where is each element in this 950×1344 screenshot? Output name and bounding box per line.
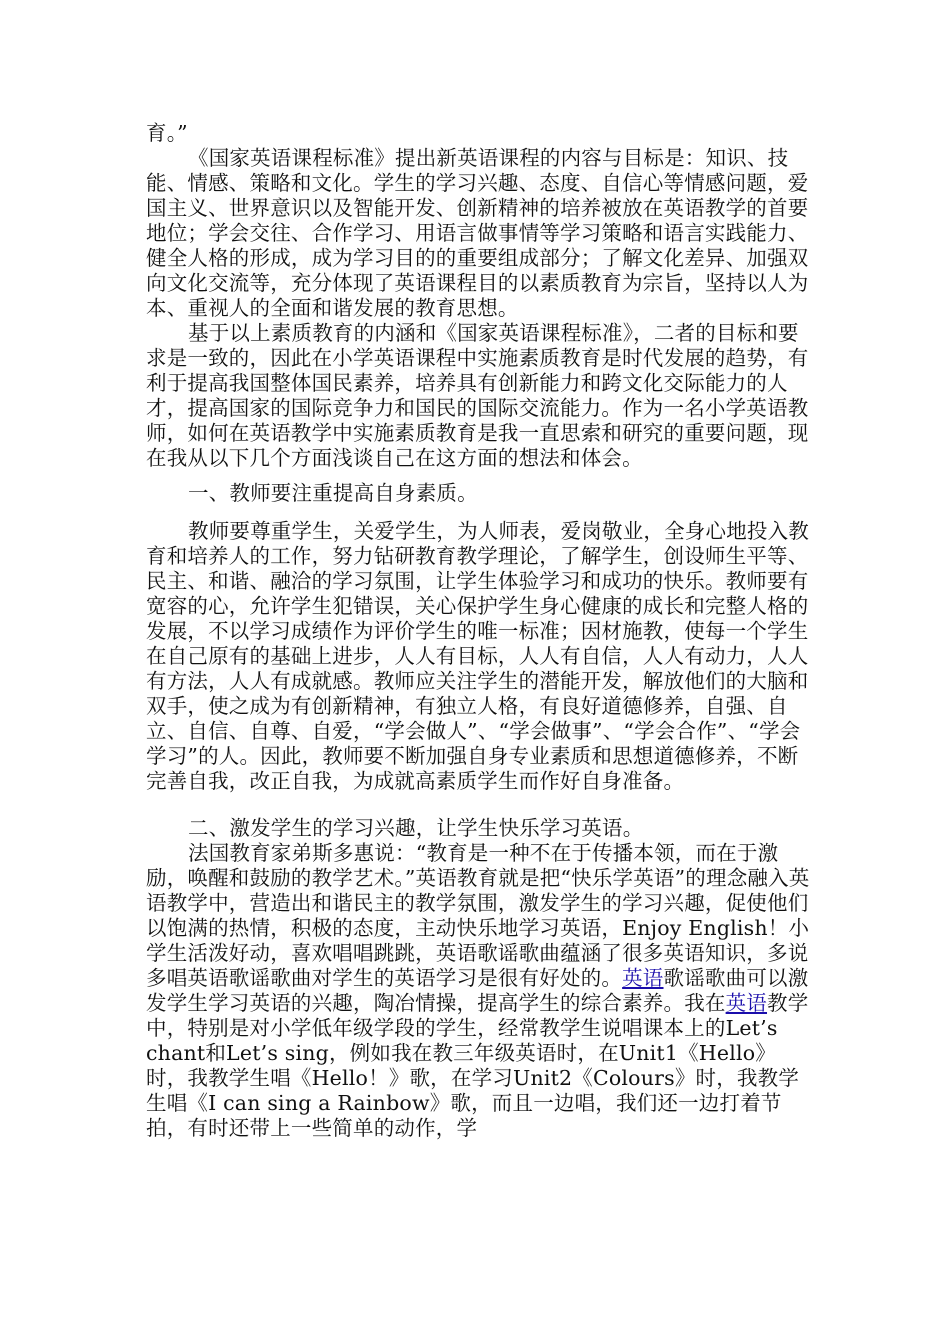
paragraph-text-part: 歌谣歌曲可以激发学生学习英语的兴趣，陶冶情操，提高学生的综合素养。我在 [146, 966, 809, 1015]
section-heading-2: 二、激发学生的学习兴趣，让学生快乐学习英语。 [188, 816, 644, 840]
document-body [146, 121, 814, 1141]
section-heading-1: 一、教师要注重提高自身素质。 [188, 481, 478, 505]
paragraph-continuation: 育。” [146, 121, 188, 145]
paragraph-text-part: 教学中，特别是对小学低年级学段的学生，经常教学生说唱课本上的Let’s chant和Let’s sing，例如我在教三年级英语时，在Unit1《Hello》时，我教学生唱《Hello！》歌，在学习Unit2《Colours》时，我教学生唱《I can sing a Rainbow》歌，而且一边唱，我们还一边打着节拍，有时还带上一些简单的动作，学 [146, 991, 809, 1140]
paragraph-text-part: 法国教育家弟斯多惠说：“教育是一种不在于传播本领，而在于激励，唤醒和鼓励的教学艺术。”英语教育就是把“快乐学英语”的理念融入英语教学中，营造出和谐民主的教学氛围，激发学生的学习兴趣，促使他们以饱满的热情，积极的态度，主动快乐地学习英语，Enjoy English！小学生活泼好动，喜欢唱唱跳跳，英语歌谣歌曲蕴涵了很多英语知识，多说多唱英语歌谣歌曲对学生的英语学习是很有好处的。 [146, 841, 810, 990]
paragraph-teacher-quality: 教师要尊重学生，关爱学生，为人师表，爱岗敬业，全身心地投入教育和培养人的工作，努力钻研教育教学理论，了解学生，创设师生平等、民主、和谐、融洽的学习氛围，让学生体验学习和成功的快乐。教师要有宽容的心，允许学生犯错误，关心保护学生身心健康的成长和完整人格的发展，不以学习成绩作为评价学生的唯一标准；因材施教，使每一个学生在自己原有的基础上进步，人人有目标，人人有自信，人人有动力，人人有方法，人人有成就感。教师应关注学生的潜能开发，解放他们的大脑和双手，使之成为有创新精神，有独立人格，有良好道德修养，自强、自立、自信、自尊、自爱，“学会做人”、“学会做事”、“学会合作”、“学会学习”的人。因此，教师要不断加强自身专业素质和思想道德修养，不断完善自我，改正自我，为成就高素质学生而作好自身准备。 [146, 519, 809, 793]
paragraph-quality-education: 基于以上素质教育的内涵和《国家英语课程标准》，二者的目标和要求是一致的，因此在小学英语课程中实施素质教育是时代发展的趋势，有利于提高我国整体国民素养，培养具有创新能力和跨文化交际能力的人才，提高国家的国际竞争力和国民的国际交流能力。作为一名小学英语教师，如何在英语教学中实施素质教育是我一直思索和研究的重要问题，现在我从以下几个方面浅谈自己在这方面的想法和体会。 [146, 321, 809, 470]
paragraph-curriculum-standard: 《国家英语课程标准》提出新英语课程的内容与目标是：知识、技能、情感、策略和文化。学生的学习兴趣、态度、自信心等情感问题，爱国主义、世界意识以及智能开发、创新精神的培养被放在英语教学的首要地位；学会交往、合作学习、用语言做事情等学习策略和语言实践能力、健全人格的形成，成为学习目的的重要组成部分；了解文化差异、加强双向文化交流等，充分体现了英语课程目的以素质教育为宗旨，坚持以人为本、重视人的全面和谐发展的教育思想。 [146, 146, 809, 320]
english-link[interactable]: 英语 [725, 991, 768, 1015]
english-link[interactable]: 英语 [622, 966, 664, 990]
paragraph-learning-interest [146, 841, 814, 1141]
